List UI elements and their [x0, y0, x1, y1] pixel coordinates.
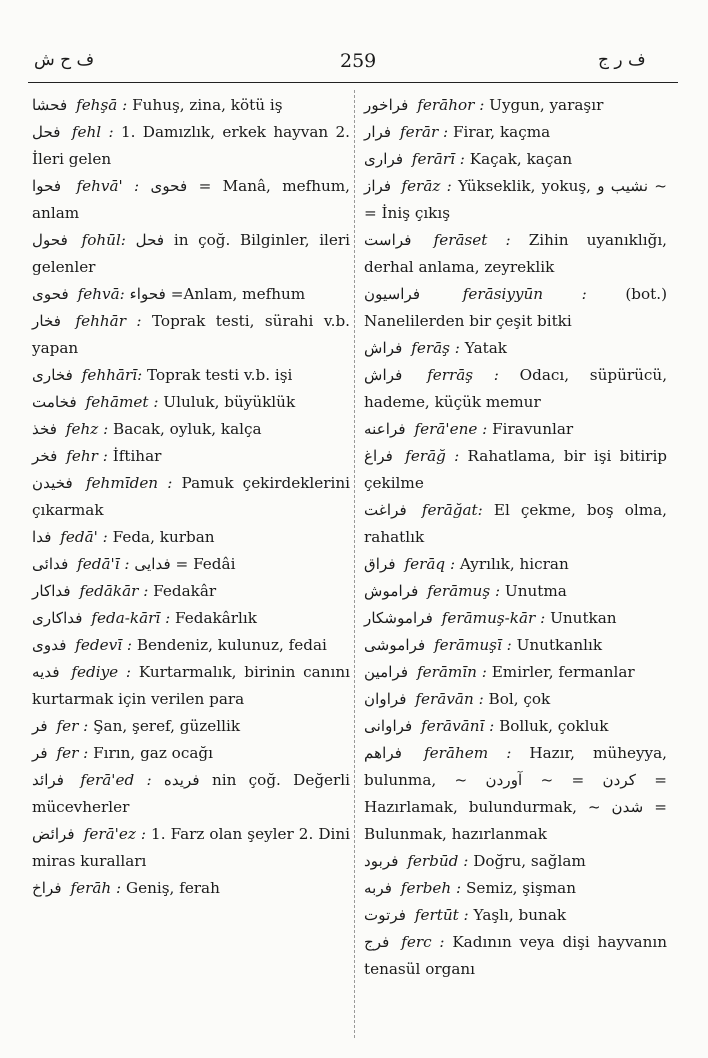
arabic-headword: فدائى: [32, 555, 69, 573]
transliteration: ferāmuş :: [427, 582, 501, 600]
arabic-headword: فراموش: [364, 582, 419, 600]
dictionary-entry: [364, 659, 667, 686]
arabic-headword: فراهم: [364, 744, 402, 762]
arabic-headword: فراعنه: [364, 420, 406, 438]
definition: El çekme, boş olma, rahatlık: [364, 501, 667, 546]
definition: Bolluk, çokluk: [499, 717, 609, 735]
arabic-headword: فراموشى: [364, 636, 426, 654]
header-left-letters: ف ح ش: [34, 50, 95, 70]
arabic-headword: فحل: [32, 123, 61, 141]
arabic-headword: فرارى: [364, 150, 404, 168]
dictionary-entry: [364, 632, 667, 659]
dictionary-entry: [364, 578, 667, 605]
dictionary-entry: [364, 848, 667, 875]
arabic-headword: فراخور: [364, 96, 409, 114]
arabic-headword: فداكارى: [32, 609, 83, 627]
arabic-headword: فدا: [32, 528, 52, 546]
dictionary-entry: [364, 551, 667, 578]
dictionary-entry: [32, 362, 350, 389]
arabic-headword: فراوانى: [364, 717, 413, 735]
arabic-headword: فراست: [364, 231, 412, 249]
dictionary-entry: [32, 605, 350, 632]
definition: Yaşlı, bunak: [473, 906, 567, 924]
transliteration: ferāvānī :: [421, 717, 495, 735]
arabic-headword: فربود: [364, 852, 399, 870]
definition: فحل in çoğ. Bilginler, ileri gelenler: [32, 231, 351, 276]
definition: Fedakâr: [153, 582, 217, 600]
dictionary-entry: [364, 92, 667, 119]
arabic-headword: فراسيون: [364, 285, 421, 303]
dictionary-entry: [364, 902, 667, 929]
arabic-headword: فراش: [364, 366, 403, 384]
column-divider: [354, 90, 355, 1038]
transliteration: fehşā :: [76, 96, 128, 114]
dictionary-entry: [32, 173, 350, 227]
dictionary-entry: [32, 767, 350, 821]
arabic-headword: فر: [32, 744, 48, 762]
transliteration: fediye :: [71, 663, 132, 681]
definition: فدايى = Fedâi: [134, 555, 236, 573]
definition: Unutkan: [550, 609, 617, 627]
definition: Fedakârlık: [175, 609, 257, 627]
dictionary-entry: [32, 281, 350, 308]
arabic-headword: فحشا: [32, 96, 68, 114]
arabic-headword: فرتوت: [364, 906, 407, 924]
definition: Kaçak, kaçan: [469, 150, 573, 168]
arabic-headword: فخر: [32, 447, 58, 465]
dictionary-entry: [364, 416, 667, 443]
arabic-headword: فحول: [32, 231, 68, 249]
definition: فحوى = Manâ, mefhum, anlam: [32, 177, 351, 222]
dictionary-entry: [364, 605, 667, 632]
arabic-headword: فرائد: [32, 771, 65, 789]
dictionary-entry: [32, 92, 350, 119]
definition: Doğru, sağlam: [473, 852, 586, 870]
transliteration: fehhārī:: [81, 366, 143, 384]
definition: Geniş, ferah: [125, 879, 220, 897]
dictionary-entry: [364, 173, 667, 227]
dictionary-entry: [364, 335, 667, 362]
definition: Unutma: [504, 582, 567, 600]
dictionary-entry: [364, 875, 667, 902]
transliteration: ferbūd :: [407, 852, 469, 870]
transliteration: ferbeh :: [400, 879, 462, 897]
dictionary-entry: [364, 713, 667, 740]
arabic-headword: فراوان: [364, 690, 407, 708]
arabic-headword: فرائض: [32, 825, 75, 843]
transliteration: fer :: [56, 717, 89, 735]
transliteration: ferāmīn :: [416, 663, 487, 681]
page-number: 259: [340, 50, 377, 72]
transliteration: ferāvān :: [415, 690, 484, 708]
dictionary-entry: [32, 821, 350, 875]
arabic-headword: فراز: [364, 177, 392, 195]
transliteration: fehhār :: [75, 312, 142, 330]
arabic-headword: فر: [32, 717, 48, 735]
definition: Ululuk, büyüklük: [163, 393, 296, 411]
transliteration: fehvā:: [77, 285, 125, 303]
transliteration: fer :: [56, 744, 89, 762]
definition: Fuhuş, zina, kötü iş: [132, 96, 283, 114]
dictionary-entry: [32, 740, 350, 767]
definition: Kadının veya dişi hayvanın tenasül organı: [364, 933, 667, 978]
arabic-headword: فحوى: [32, 285, 69, 303]
definition: Kurtarmalık, birinin canını kurtarmak için verilen para: [32, 663, 351, 708]
dictionary-entry: [32, 659, 350, 713]
definition: Rahatlama, bir işi bitirip çekilme: [364, 447, 668, 492]
dictionary-entry: [32, 227, 350, 281]
dictionary-entry: [364, 119, 667, 146]
definition: Unutkanlık: [516, 636, 603, 654]
arabic-headword: فخيدن: [32, 474, 73, 492]
dictionary-entry: [364, 281, 667, 335]
dictionary-entry: [32, 578, 350, 605]
definition: فحواء =Anlam, mefhum: [129, 285, 306, 303]
definition: Semiz, şişman: [465, 879, 576, 897]
dictionary-entry: [32, 443, 350, 470]
definition: Bol, çok: [488, 690, 551, 708]
definition: Feda, kurban: [112, 528, 215, 546]
transliteration: fehāmet :: [85, 393, 159, 411]
transliteration: fohūl:: [81, 231, 126, 249]
definition: Yükseklik, yokuş, نشيب و ~ = İniş çıkış: [364, 177, 668, 222]
transliteration: ferāz :: [401, 177, 452, 195]
arabic-headword: فراموشكار: [364, 609, 433, 627]
dictionary-entry: [32, 308, 350, 362]
definition: Odacı, süpürücü, hademe, küçük memur: [364, 366, 668, 411]
transliteration: ferārī :: [411, 150, 465, 168]
dictionary-entry: [364, 929, 667, 983]
definition: Firavunlar: [492, 420, 574, 438]
definition: Toprak testi v.b. işi: [147, 366, 293, 384]
arabic-headword: فحوا: [32, 177, 62, 195]
arabic-headword: فرار: [364, 123, 392, 141]
transliteration: ferc :: [401, 933, 445, 951]
definition: Ayrılık, hicran: [459, 555, 569, 573]
transliteration: fedākār :: [79, 582, 149, 600]
dictionary-entry: [364, 443, 667, 497]
dictionary-entry: [32, 389, 350, 416]
definition: İftihar: [112, 447, 162, 465]
transliteration: fehmīden :: [85, 474, 173, 492]
transliteration: ferāh :: [70, 879, 122, 897]
transliteration: ferāmuşī :: [434, 636, 512, 654]
transliteration: ferāğ :: [405, 447, 460, 465]
transliteration: ferāş :: [411, 339, 460, 357]
definition: 1. Farz olan şeyler 2. Dini miras kuralları: [32, 825, 351, 870]
dictionary-entry: [364, 146, 667, 173]
transliteration: ferāsiyyūn :: [462, 285, 587, 303]
transliteration: fehvā' :: [76, 177, 140, 195]
definition: 1. Damızlık, erkek hayvan 2. İleri gelen: [32, 123, 350, 168]
dictionary-entry: [32, 119, 350, 173]
definition: Yatak: [464, 339, 507, 357]
definition: فريده nin çoğ. Değerli mücevherler: [32, 771, 351, 816]
arabic-headword: فربه: [364, 879, 393, 897]
arabic-headword: فراق: [364, 555, 396, 573]
arabic-headword: فراش: [364, 339, 403, 357]
transliteration: fehl :: [71, 123, 114, 141]
definition: Uygun, yaraşır: [489, 96, 604, 114]
transliteration: feda-kārī :: [91, 609, 171, 627]
left-column: [32, 92, 350, 902]
definition: (bot.) Nanelilerden bir çeşit bitki: [364, 285, 668, 330]
dictionary-entry: [32, 470, 350, 524]
transliteration: fedevī :: [75, 636, 132, 654]
arabic-headword: فراغ: [364, 447, 393, 465]
dictionary-entry: [32, 524, 350, 551]
transliteration: ferāmuş-kār :: [441, 609, 546, 627]
transliteration: ferār :: [400, 123, 449, 141]
header-rule: [28, 82, 678, 83]
dictionary-entry: [364, 686, 667, 713]
transliteration: fehr :: [66, 447, 108, 465]
dictionary-entry: [32, 632, 350, 659]
transliteration: ferāset :: [433, 231, 511, 249]
definition: Bacak, oyluk, kalça: [113, 420, 262, 438]
arabic-headword: فخارى: [32, 366, 73, 384]
transliteration: fedā'ī :: [77, 555, 130, 573]
transliteration: ferrāş :: [427, 366, 499, 384]
arabic-headword: فراغت: [364, 501, 407, 519]
transliteration: ferāq :: [404, 555, 456, 573]
arabic-headword: فدوى: [32, 636, 67, 654]
dictionary-entry: [364, 497, 667, 551]
transliteration: ferāğat:: [421, 501, 483, 519]
transliteration: ferāhor :: [417, 96, 485, 114]
arabic-headword: فديه: [32, 663, 60, 681]
arabic-headword: فخار: [32, 312, 62, 330]
arabic-headword: فداكار: [32, 582, 71, 600]
definition: Şan, şeref, güzellik: [93, 717, 241, 735]
arabic-headword: فخذ: [32, 420, 58, 438]
transliteration: fertūt :: [414, 906, 469, 924]
arabic-headword: فرامين: [364, 663, 409, 681]
transliteration: ferā'ene :: [414, 420, 488, 438]
transliteration: fehz :: [65, 420, 109, 438]
header-right-letters: ف ر ج: [598, 50, 646, 70]
definition: Bendeniz, kulunuz, fedai: [136, 636, 327, 654]
definition: Toprak testi, sürahi v.b. yapan: [32, 312, 351, 357]
transliteration: ferā'ed :: [80, 771, 152, 789]
definition: Zihin uyanıklığı, derhal anlama, zeyreklik: [364, 231, 667, 276]
arabic-headword: فراخ: [32, 879, 62, 897]
dictionary-entry: [32, 416, 350, 443]
transliteration: ferāhem :: [424, 744, 512, 762]
dictionary-entry: [32, 875, 350, 902]
right-column: [364, 92, 667, 983]
dictionary-entry: [364, 227, 667, 281]
definition: Fırın, gaz ocağı: [93, 744, 213, 762]
transliteration: fedā' :: [60, 528, 108, 546]
arabic-headword: فرج: [364, 933, 390, 951]
definition: Firar, kaçma: [453, 123, 551, 141]
definition: Pamuk çekirdeklerini çıkarmak: [32, 474, 351, 519]
transliteration: ferā'ez :: [83, 825, 146, 843]
dictionary-entry: [32, 551, 350, 578]
dictionary-entry: [32, 713, 350, 740]
dictionary-entry: [364, 740, 667, 848]
definition: Emirler, fermanlar: [491, 663, 635, 681]
arabic-headword: فخامت: [32, 393, 77, 411]
definition: Hazır, müheyya, bulunma, ~ كردن = ~ آوردن = Hazırlamak, bulundurmak, ~ شدن = Bulunmak, hazırlanmak: [364, 744, 667, 843]
dictionary-entry: [364, 362, 667, 416]
